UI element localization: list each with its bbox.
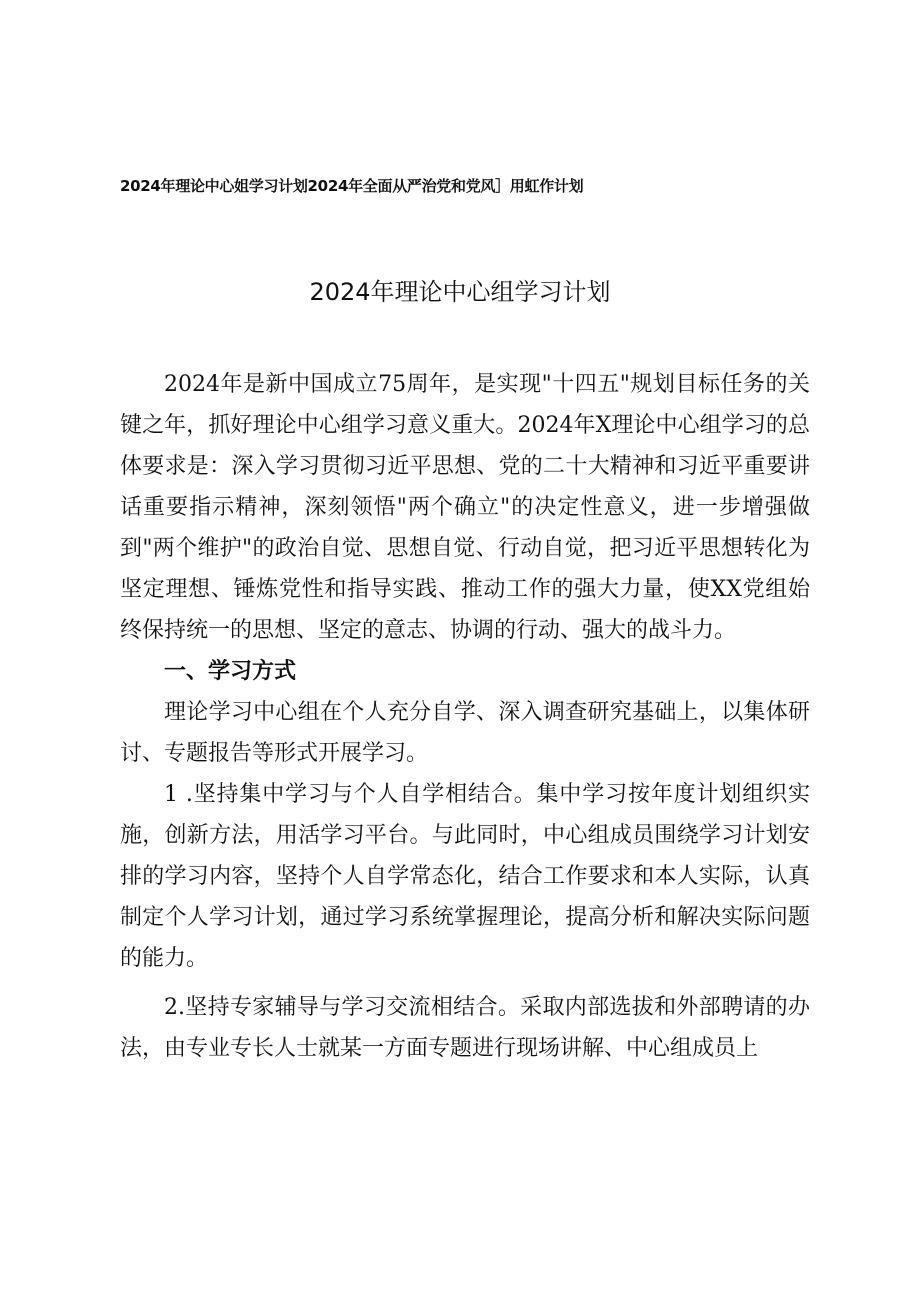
numbered-item-2: 2.坚持专家辅导与学习交流相结合。采取内部选拔和外部聘请的办法，由专业专长人士就某一方面专题进行现场讲解、中心组成员上	[120, 995, 810, 1061]
section-heading-study-method: 一、学习方式	[164, 658, 297, 684]
study-method-paragraph: 理论学习中心组在个人充分自学、深入调查研究基础上，以集体研讨、专题报告等形式开展学习。	[120, 700, 810, 766]
document-title: 2024年理论中心组学习计划	[309, 278, 611, 306]
document-header-line: 2024年理论中心姐学习计划2024年全面从严治党和党风］用虹作计划	[120, 177, 584, 195]
intro-paragraph: 2024年是新中国成立75周年，是实现"十四五"规划目标任务的关键之年，抓好理论中心组学习意义重大。2024年X理论中心组学习的总体要求是：深入学习贯彻习近平思想、党的二十大精神和习近平重要讲话重要指示精神，深刻领悟"两个确立"的决定性意义，进一步增强做到"两个维护"的政治自觉、思想自觉、行动自觉，把习近平思想转化为坚定理想、锤炼党性和指导实践、推动工作的强大力量，使XX党组始终保持统一的思想、坚定的意志、协调的行动、强大的战斗力。	[120, 372, 810, 643]
numbered-item-1: 1 .坚持集中学习与个人自学相结合。集中学习按年度计划组织实施，创新方法，用活学习平台。与此同时，中心组成员围绕学习计划安排的学习内容，坚持个人自学常态化，结合工作要求和本人实际，认真制定个人学习计划，通过学习系统掌握理论，提高分析和解决实际问题的能力。	[120, 782, 810, 971]
document-body	[120, 364, 810, 1069]
